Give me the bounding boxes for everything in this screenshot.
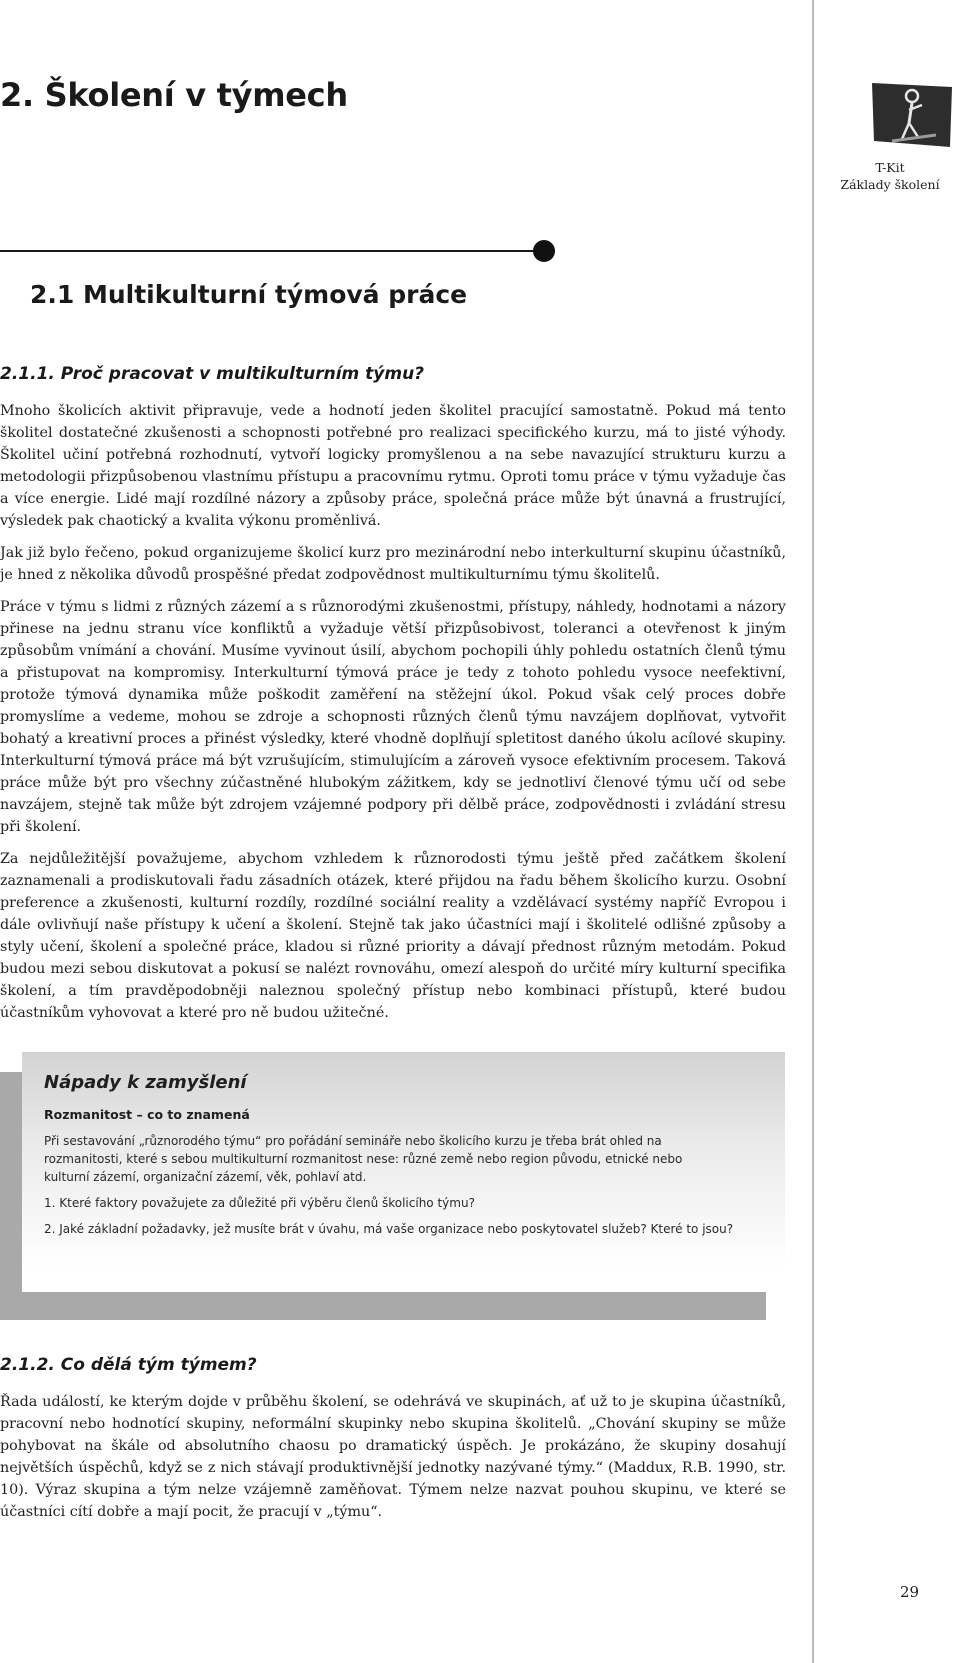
- question-list: [44, 1194, 763, 1238]
- paragraph: Za nejdůležitější považujeme, abychom vzhledem k různorodosti týmu ještě před začátkem školení zaznamenali a prodiskutovali řadu zásadních otázek, které přijdou na řadu během školicího kurzu. Osobní preference a zkušenosti, kulturní rozdíly, rozdílné sociální reality a vzdělávací systémy napříč Evropou i dále ovlivňují naše přístupy k učení a školení. Stejně tak jako účastníci mají i školitelé odlišné způsoby a styly učení, školení a společné práce, kladou si různé priority a dávají přednost různým metodám. Pokud budou mezi sebou diskutovat a pokusí se nalézt rovnováhu, omezí alespoň do určité míry kulturní specifika školení, a tím pravděpodobněji naleznou společný přístup nebo kombinaci přístupů, které budou účastníkům vyhovovat a které pro ně budou užitečné.: [0, 851, 786, 1021]
- section-rule: [0, 250, 540, 252]
- paragraph: Řada událostí, ke kterým dojde v průběhu školení, se odehrává ve skupinách, ať už to je skupina účastníků, pracovní nebo hodnotící skupiny, neformální skupinky nebo skupina školitelů. „Chování skupiny se může pohybovat na škále od absolutního chaosu po dramatický úspěch. Je prokázáno, že skupiny dosahují největších úspěchů, když se z nich stávají produktivnější jednotky nazývané týmy.“ (Maddux, R.B. 1990, str. 10). Výraz skupina a tým nelze vzájemně zaměňovat. Týmem nelze nazvat pouhou skupinu, ve které se účastníci cítí dobře a mají pocit, že pracují v „týmu“.: [0, 1394, 786, 1520]
- question-item: 1. Které faktory považujete za důležité při výběru členů školicího týmu?: [44, 1196, 475, 1210]
- page-number: 29: [900, 1583, 920, 1601]
- reflection-box: [22, 1052, 785, 1292]
- subsection-body: [0, 1391, 786, 1533]
- subsection-body: [0, 400, 786, 1034]
- section-rule-dot: [533, 240, 555, 262]
- reflection-box-title: Nápady k zamyšlení: [44, 1072, 247, 1093]
- paragraph: Práce v týmu s lidmi z různých zázemí a s různorodými zkušenostmi, přístupy, náhledy, hodnotami a názory přinese na jednu stranu více konfliktů a vyžaduje větší přizpůsobivost, toleranci a otevřenost k jiným způsobům vnímání a chování. Musíme vyvinout úsilí, abychom pochopili úhly pohledu ostatních členů týmu a přistupovat na kompromisy. Interkulturní týmová práce je tedy z tohoto pohledu vysoce neefektivní, protože týmová dynamika může poškodit zaměření na stěžejní úkol. Pokud však celý proces dobře promyslíme a vedeme, mohou se zdroje a schopnosti různých členů týmu navzájem doplňovat, vytvořit bohatý a kreativní proces a přinést výsledky, které vhodně doplňují spletitost daného úkolu acílové skupiny. Interkulturní týmová práce má být vzrušujícím, stimulujícím a zároveň vysoce efektivním procesem. Taková práce může být pro všechny zúčastněné hlubokým zážitkem, kdy se jednotliví členové týmu učí od sebe navzájem, stejně tak může být zdrojem vzájemné podpory při dělbě práce, zodpovědnosti i zvládání stresu při školení.: [0, 599, 786, 835]
- paragraph: Jak již bylo řečeno, pokud organizujeme školicí kurz pro mezinárodní nebo interkulturní skupinu účastníků, je hned z několika důvodů prospěšné předat zodpovědnost multikulturnímu týmu školitelů.: [0, 545, 786, 583]
- margin-divider-line: [812, 0, 814, 1663]
- section-title: 2.1 Multikulturní týmová práce: [30, 280, 468, 309]
- question-item: 2. Jaké základní požadavky, jež musíte brát v úvahu, má vaše organizace nebo poskytovatel služeb? Které to jsou?: [44, 1222, 734, 1236]
- reflection-box-text: Při sestavování „různorodého týmu“ pro pořádání semináře nebo školicího kurzu je třeba brát ohled na rozmanitosti, které s sebou multikulturní rozmanitost nese: různé země nebo region původu, etnické nebo kulturní zázemí, organizační zázemí, věk, pohlaví atd.: [44, 1134, 683, 1184]
- subsection-title: 2.1.2. Co dělá tým týmem?: [0, 1355, 257, 1375]
- chapter-title: 2. Školení v týmech: [0, 76, 348, 114]
- series-subtitle: Základy školení: [840, 177, 940, 192]
- subsection-title: 2.1.1. Proč pracovat v multikulturním týmu?: [0, 364, 425, 384]
- reflection-box-subtitle: Rozmanitost – co to znamená: [44, 1107, 250, 1122]
- tkit-figure-icon: [872, 83, 952, 147]
- series-name: T-Kit: [875, 160, 905, 175]
- paragraph: Mnoho školicích aktivit připravuje, vede a hodnotí jeden školitel pracující samostatně. Pokud má tento školitel dostatečné zkušenosti a schopnosti potřebné pro realizaci specifického kurzu, má to jisté výhody. Školitel učiní potřebná rozhodnutí, vytvoří logicky promyšlenou a na sebe navazující strukturu kurzu a metodologii přizpůsobenou vlastnímu přístupu a pracovnímu rytmu. Oproti tomu práce v týmu vyžaduje čas a více energie. Lidé mají rozdílné názory a způsoby práce, společná práce může být únavná a frustrující, výsledek pak chaotický a kvalita výkonu proměnlivá.: [0, 403, 786, 529]
